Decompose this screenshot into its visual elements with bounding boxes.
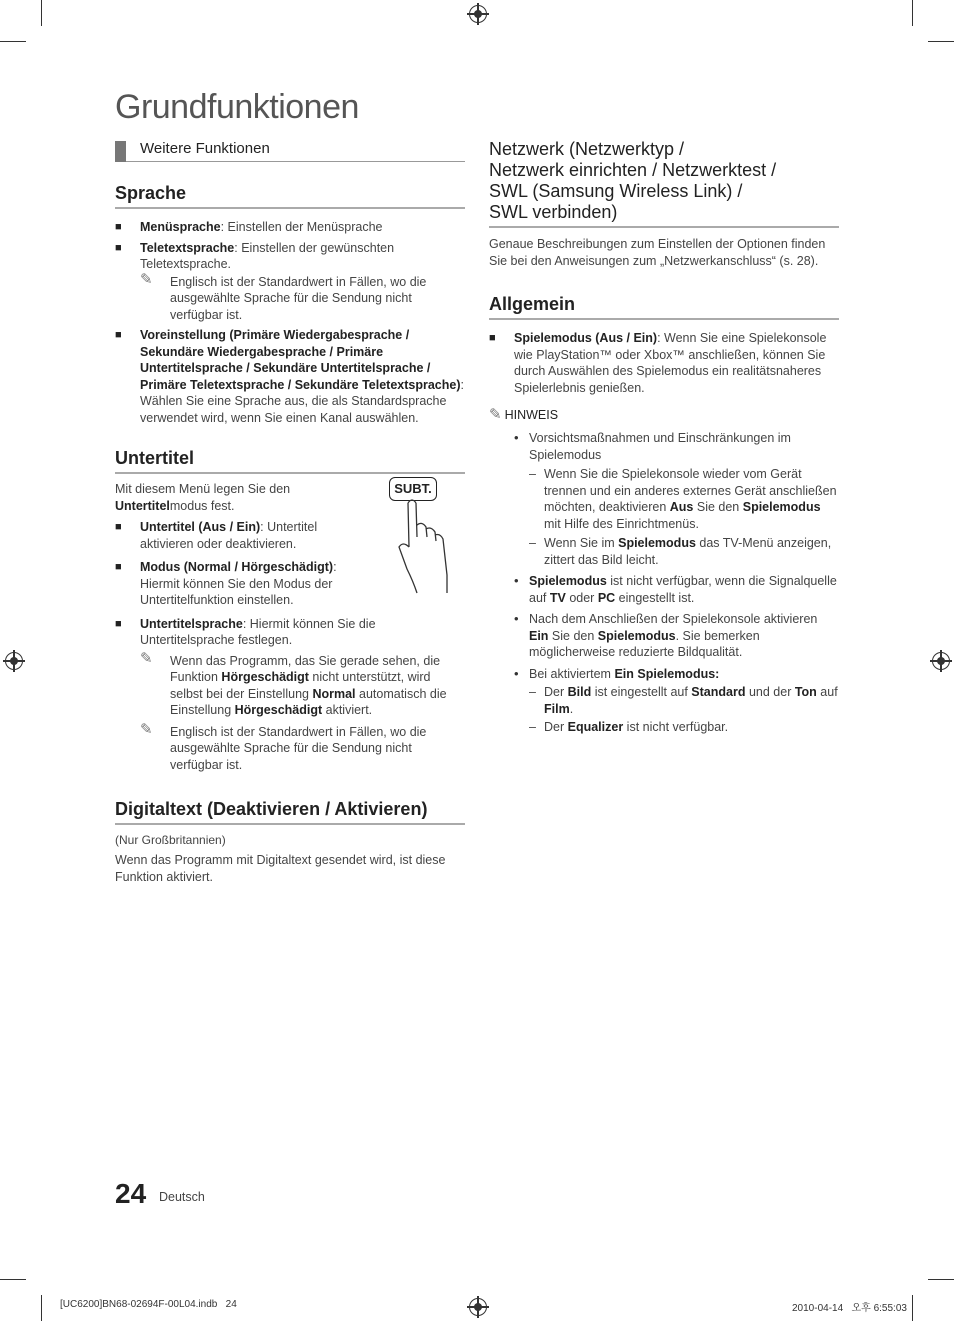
crop-mark: [41, 1295, 42, 1321]
left-column: [115, 139, 465, 886]
netzwerk-heading: Netzwerk (Netzwerktyp / Netzwerk einrichten / Netzwerktest / SWL (Samsung Wireless Link) / SWL verbinden): [489, 139, 839, 228]
list-item: • Bei aktiviertem Ein Spielemodus:: [514, 665, 720, 681]
print-slug-left: [UC6200]BN68-02694F-00L04.indb 24: [60, 1299, 237, 1310]
list-item: • Vorsichtsmaßnahmen und Einschränkungen im Spielemodus: [514, 430, 791, 462]
hinweis-label: ✎ HINWEIS: [489, 406, 559, 423]
untertitel-heading: Untertitel: [115, 448, 465, 474]
note-item: ✎ Englisch ist der Standardwert in Fällen, wo die ausgewählte Sprache für die Sendung nicht verfügbar ist.: [140, 270, 427, 322]
page-title: Grundfunktionen: [115, 88, 359, 126]
crop-mark: [912, 0, 913, 26]
list-item: – Der Equalizer ist nicht verfügbar.: [529, 720, 729, 734]
list-item: ■ Untertitelsprache: Hiermit können Sie die Untertitelsprache festlegen.: [115, 616, 465, 649]
netzwerk-text: Genaue Beschreibungen zum Einstellen der Optionen finden Sie bei den Anweisungen zum „Netzwerkanschluss“ (s. 28).: [489, 237, 826, 268]
registration-mark-icon: [932, 652, 950, 670]
list-item: ■ Spielemodus (Aus / Ein): Wenn Sie eine Spielekonsole wie PlayStation™ oder Xbox™ anschließen, können Sie durch Auswählen des Spielemodus ein realitätsnaheres Spielerlebnis genießen.: [489, 330, 839, 396]
print-slug-right: 2010-04-14 오후 6:55:03: [792, 1303, 907, 1314]
sprache-heading: Sprache: [115, 183, 465, 209]
crop-mark: [41, 0, 42, 26]
list-item: – Wenn Sie im Spielemodus das TV-Menü anzeigen, zittert das Bild leicht.: [529, 536, 832, 567]
crop-mark: [928, 1279, 954, 1280]
note-pen-icon: ✎: [140, 270, 153, 288]
right-column: [489, 139, 839, 736]
note-pen-icon: ✎: [489, 406, 502, 423]
section-bar-label: Weitere Funktionen: [140, 140, 270, 157]
registration-mark-icon: [5, 652, 23, 670]
note-item: ✎ Wenn das Programm, das Sie gerade sehen, die Funktion Hörgeschädigt nicht unterstützt, wird selbst bei der Einstellung Normal automatisch die Einstellung Hörgeschädigt aktiviert.: [140, 649, 447, 717]
note-pen-icon: ✎: [140, 720, 153, 738]
allgemein-heading: Allgemein: [489, 294, 839, 320]
list-item: ■ Voreinstellung (Primäre Wiedergabesprache / Sekundäre Wiedergabesprache / Primäre Untertitelsprache / Sekundäre Untertitelsprache / Primäre Teletextsprache / Sekundäre Teletextsprache): Wählen Sie eine Sprache aus, die als Standardsprache verwendet wird, wenn Sie einen Kanal auswählen.: [115, 327, 465, 426]
list-item: ■ Menüsprache: Einstellen der Menüsprache: [115, 219, 465, 236]
digitaltext-text: Wenn das Programm mit Digitaltext gesendet wird, ist diese Funktion aktiviert.: [115, 853, 446, 884]
pointing-hand-icon: [385, 477, 465, 595]
note-item: ✎ Englisch ist der Standardwert in Fällen, wo die ausgewählte Sprache für die Sendung nicht verfügbar ist.: [140, 720, 427, 772]
crop-mark: [0, 41, 26, 42]
subt-button: SUBT.: [389, 477, 437, 501]
registration-mark-icon: [469, 5, 487, 23]
list-item: ■ Untertitel (Aus / Ein): Untertitel aktivieren oder deaktivieren.: [115, 519, 360, 552]
list-item: – Der Bild ist eingestellt auf Standard und der Ton auf Film.: [529, 685, 838, 716]
subt-remote-illustration: [385, 477, 465, 595]
registration-mark-icon: [469, 1298, 487, 1316]
page-number: 24: [115, 1178, 147, 1209]
list-item: • Spielemodus ist nicht verfügbar, wenn die Signalquelle auf TV oder PC eingestellt ist.: [514, 573, 837, 605]
note-pen-icon: ✎: [140, 649, 153, 667]
list-item: • Nach dem Anschließen der Spielekonsole aktivieren Ein Sie den Spielemodus. Sie bemerken möglicherweise reduzierte Bildqualität.: [514, 611, 818, 659]
digitaltext-heading: Digitaltext (Deaktivieren / Aktivieren): [115, 799, 465, 825]
page-language: Deutsch: [159, 1190, 205, 1204]
crop-mark: [912, 1295, 913, 1321]
untertitel-intro: Mit diesem Menü legen Sie den Untertitelmodus fest.: [115, 482, 291, 513]
section-bar-marker: [115, 141, 126, 162]
crop-mark: [928, 41, 954, 42]
digitaltext-note: (Nur Großbritannien): [115, 833, 226, 847]
list-item: ■ Modus (Normal / Hörgeschädigt): Hiermit können Sie den Modus der Untertitelfunktion einstellen.: [115, 559, 360, 609]
crop-mark: [0, 1279, 26, 1280]
list-item: – Wenn Sie die Spielekonsole wieder vom Gerät trennen und ein anderes externes Gerät anschließen möchten, deaktivieren Aus Sie den Spielemodus mit Hilfe des Einrichtmenüs.: [529, 467, 837, 531]
list-item: ■ Teletextsprache: Einstellen der gewünschten Teletextsprache.: [115, 240, 465, 273]
section-bar: [115, 139, 465, 162]
